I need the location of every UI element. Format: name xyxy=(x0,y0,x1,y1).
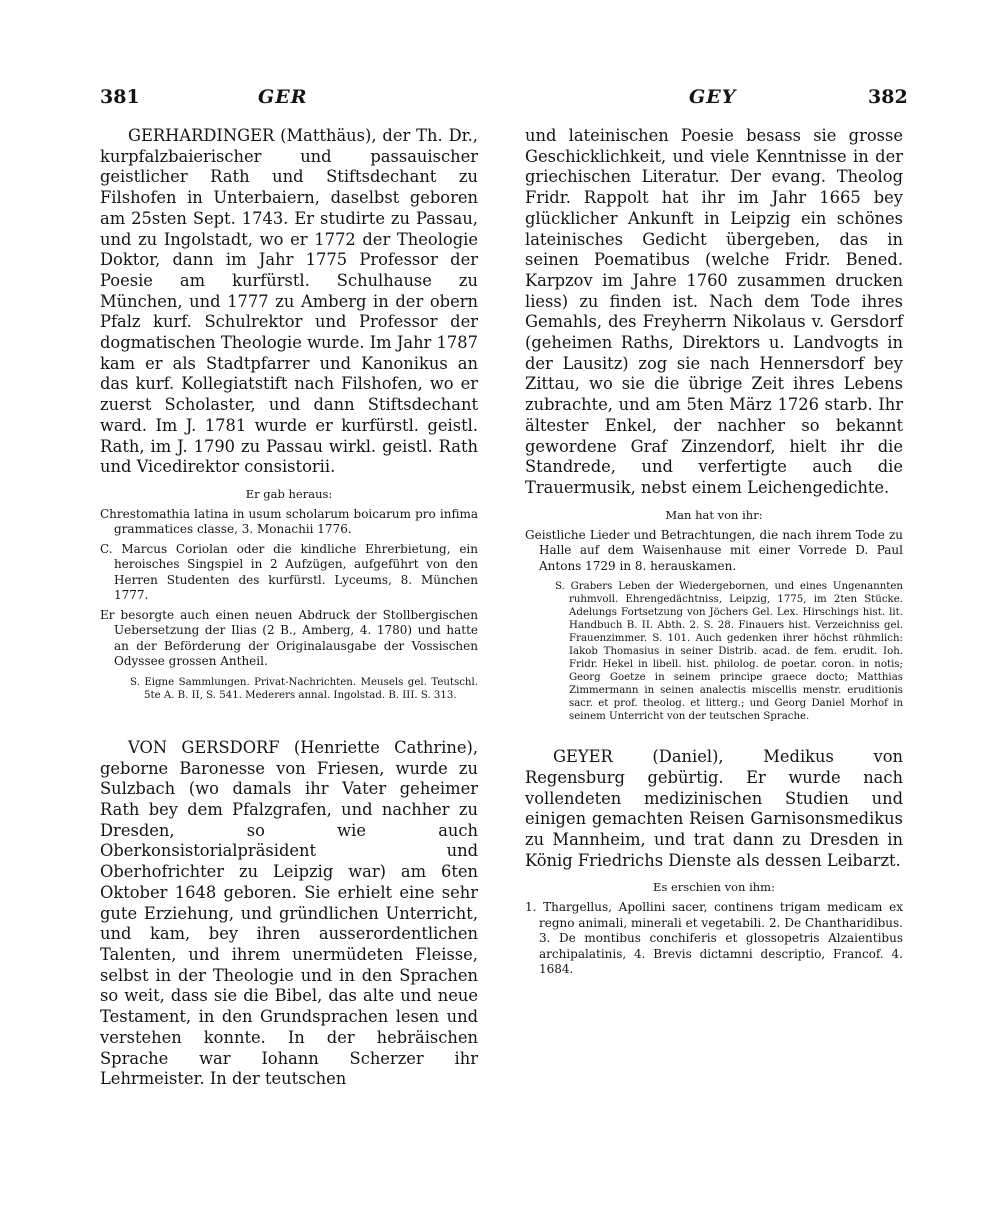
entry-geyer: GEYER (Daniel), Medikus von Regensburg gebürtig. Er wurde nach vollendeten medizinischen Studien und einigen gemachten Reisen Garnisonsmedikus zu Mannheim, und trat dann zu Dresden in König Friedrichs Dienste als dessen Leibarzt. xyxy=(525,747,903,870)
entry-gersdorf-continued: und lateinischen Poesie besass sie grosse Geschicklichkeit, und viele Kenntnisse in der griechischen Literatur. Der evang. Theolog Fridr. Rappolt hat ihr im Jahr 1665 bey glücklicher Ankunft in Leipzig ein schönes lateinisches Gedicht übergeben, das in seinen Poematibus (welche Fridr. Bened. Karpzov im Jahre 1760 zusammen drucken liess) zu finden ist. Nach dem Tode ihres Gemahls, des Freyherrn Nikolaus v. Gersdorf (geheimen Raths, Direktors u. Landvogts in der Lausitz) zog sie nach Hennersdorf bey Zittau, wo sie die übrige Zeit ihres Lebens zubrachte, und am 5ten März 1726 starb. Ihr ältester Enkel, der nachher so bekannt gewordene Graf Zinzendorf, hielt ihr die Standrede, und verfertigte auch die Trauermusik, nebst einem Leichengedichte. xyxy=(525,126,903,497)
bibliography-item: Er besorgte auch einen neuen Abdruck der Stollbergischen Uebersetzung der Ilias (2 B., Amberg, 4. 1780) und hatte an der Beförderung der Originalausgabe der Vossischen Odyssee grossen Antheil. xyxy=(100,607,478,669)
left-page-number: 381 xyxy=(100,86,140,108)
right-page-number: 382 xyxy=(868,86,908,108)
works-heading-gersdorf: Man hat von ihr: xyxy=(665,507,763,522)
entry-separator xyxy=(100,708,478,738)
entry-gerhardinger: GERHARDINGER (Matthäus), der Th. Dr., kurpfalzbaierischer und passauischer geistlicher Rath und Stiftsdechant zu Filshofen in Unterbaiern, daselbst geboren am 25sten Sept. 1743. Er studirte zu Passau, und zu Ingolstadt, wo er 1772 der Theologie Doktor, dann im Jahr 1775 Professor der Poesie am kurfürstl. Schulhause zu München, und 1777 zu Amberg in der obern Pfalz kurf. Schulrektor und Professor der dogmatischen Theologie wurde. Im Jahr 1787 kam er als Stadtpfarrer und Kanonikus an das kurf. Kollegiatstift nach Filshofen, wo er zuerst Scholaster, und dann Stiftsdechant ward. Im J. 1781 wurde er kurfürstl. geistl. Rath, im J. 1790 zu Passau wirkl. geistl. Rath und Vicedirektor consistorii. xyxy=(100,126,478,477)
works-heading-geyer: Es erschien von ihm: xyxy=(653,880,775,895)
right-running-headword: GEY xyxy=(689,86,737,108)
left-column xyxy=(100,126,478,1090)
bibliography-item: Geistliche Lieder und Betrachtungen, die nach ihrem Tode zu Halle auf dem Waisenhause mit einer Vorrede D. Paul Antons 1729 in 8. herauskamen. xyxy=(525,527,903,573)
bibliography-item: Chrestomathia latina in usum scholarum boicarum pro infima grammatices classe, 3. Monachii 1776. xyxy=(100,506,478,537)
sources-gerhardinger: S. Eigne Sammlungen. Privat-Nachrichten. Meusels gel. Teutschl. 5te A. B. II, S. 541. Mederers annal. Ingolstad. B. III. S. 313. xyxy=(130,676,478,701)
page-header xyxy=(0,86,1000,116)
bibliography-item: C. Marcus Coriolan oder die kindliche Ehrerbietung, ein heroisches Singspiel in 2 Aufzügen, aufgeführt von den Herren Studenten des kurfürstl. Lyceums, 8. München 1777. xyxy=(100,541,478,603)
left-running-headword: GER xyxy=(258,86,308,108)
bibliography-item: 1. Thargellus, Apollini sacer, continens trigam medicam ex regno animali, minerali et vegetabili. 2. De Chantharidibus. 3. De montibus conchiferis et glossopetris Alzaientibus archipalatinis, 4. Brevis dictamni descriptio, Francof. 4. 1684. xyxy=(525,900,903,977)
entry-gersdorf: VON GERSDORF (Henriette Cathrine), geborne Baronesse von Friesen, wurde zu Sulzbach (wo damals ihr Vater geheimer Rath bey dem Pfalzgrafen, und nachher zu Dresden, so wie auch Oberkonsistorialpräsident und Oberhofrichter zu Leipzig war) am 6ten Oktober 1648 geboren. Sie erhielt eine sehr gute Erziehung, und gründlichen Unterricht, und kam, bey ihren ausserordentlichen Talenten, und ihrem unermüdeten Fleisse, selbst in der Theologie und in den Sprachen so weit, dass sie die Bibel, das alte und neue Testament, in den Grundsprachen lesen und verstehen konnte. In der hebräischen Sprache war Iohann Scherzer ihr Lehrmeister. In der teutschen xyxy=(100,737,478,1089)
works-heading-gerhardinger: Er gab heraus: xyxy=(245,486,333,501)
entry-separator xyxy=(525,729,903,747)
right-column xyxy=(525,126,903,982)
sources-gersdorf: S. Grabers Leben der Wiedergebornen, und eines Ungenannten ruhmvoll. Ehrengedächtniss, Leipzig, 1775, im 2ten Stücke. Adelungs Fortsetzung von Jöchers Gel. Lex. Hirschings hist. lit. Handbuch B. II. Abth. 2. S. 28. Finauers hist. Verzeichniss gel. Frauenzimmer. S. 101. Auch gedenken ihrer höchst rühmlich: Iakob Thomasius in seiner Distrib. acad. de fem. erudit. Ioh. Fridr. Hekel in libell. hist. philolog. de poetar. coron. in notis; Georg Goetze in seinem principe graece docto; Matthias Zimmermann in seinen analectis miscellis menstr. eruditionis sacr. et prof. theolog. et litterg.; und Georg Daniel Morhof in seinem Unterricht von der teutschen Sprache. xyxy=(555,581,903,723)
